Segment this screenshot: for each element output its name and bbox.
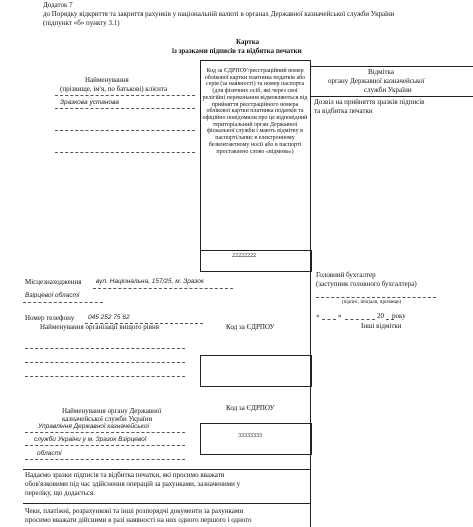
accountant-sign-line: [316, 297, 436, 298]
client-code-value[interactable]: 22222222: [232, 253, 256, 259]
client-name-line-2: [55, 130, 195, 131]
mark-permission-text: Дозвіл на прийняття зразків підписів: [314, 98, 425, 106]
location-line-2: [23, 302, 103, 303]
client-code-box: [200, 250, 312, 272]
accountant-sign-hint: (підпис, ініціали, прізвище): [342, 300, 402, 305]
regulation-subpoint: (підпункт «б» пункту 3.1): [43, 19, 120, 27]
date-year-suffix: року: [392, 312, 406, 320]
treasury-name-value-2[interactable]: служби України у м. Зразок Взірцевої: [34, 436, 147, 443]
location-value[interactable]: вул. Національна, 157/25, м. Зразок: [96, 278, 204, 285]
regulation-reference: до Порядку відкриття та закриття рахунків у національній валюті в органах Державної казначейської служби України: [43, 10, 395, 18]
superior-code-box: [200, 355, 312, 387]
other-marks-label: Інші відмітки: [361, 322, 402, 330]
date-open-quote: «: [316, 312, 320, 320]
treasury-code-value[interactable]: 33333333: [238, 433, 262, 439]
mark-title-service: служби України: [364, 86, 412, 94]
location-label: Місцезнаходження: [25, 278, 82, 286]
superior-code-label: Код за ЄДРПОУ: [226, 323, 275, 331]
mark-title-org: органу Державної казначейської: [328, 77, 425, 85]
location-value-2[interactable]: Взірцевої області: [25, 292, 80, 299]
treasury-name-line-2: [25, 445, 185, 446]
client-name-sublabel: (прізвище, ім'я, по батькові) клієнта: [60, 85, 168, 93]
column-divider: [310, 60, 311, 527]
treasury-code-label: Код за ЄДРПОУ: [226, 404, 275, 412]
card-title: Картка: [236, 38, 260, 46]
footer-paragraph-1: Надаємо зразки підписів та відбитка печатки, які просимо вважати: [25, 471, 225, 479]
superior-org-line-3: [25, 376, 185, 377]
mark-title: Відмітка: [368, 68, 395, 76]
footer-divider: [23, 469, 310, 470]
footer-divider-2: [23, 503, 310, 504]
appendix-number: Додаток 7: [43, 1, 73, 9]
code-column-top-line: [200, 60, 310, 61]
treasury-name-line-3: [25, 459, 185, 460]
treasury-name-value[interactable]: Управління Державної казначейської: [38, 423, 149, 430]
client-name-label: Найменування: [85, 76, 129, 84]
card-subtitle: із зразками підписів та відбитка печатки: [172, 47, 302, 55]
footer-paragraph-2: Чеки, платіжні, розрахункові та інші розпорядчі документи за рахунками: [25, 507, 244, 515]
mark-title-divider: [310, 96, 473, 97]
treasury-name-line: [25, 432, 185, 433]
phone-label: Номер телефону: [25, 314, 75, 322]
client-name-underline: [55, 108, 195, 109]
footer-paragraph-1-line-3: переліку, що додається.: [25, 489, 95, 497]
date-close-quote: »: [338, 312, 342, 320]
accountant-sublabel: (заступник головного бухгалтера): [316, 280, 417, 288]
client-name-line-3: [55, 152, 195, 153]
date-year-prefix: 20: [377, 312, 384, 320]
phone-value[interactable]: 045 252 75 62: [88, 314, 130, 321]
treasury-name-value-3[interactable]: області: [37, 450, 62, 457]
mark-permission-text-2: та відбитка печатки: [314, 107, 373, 115]
footer-paragraph-1-line-2: обов'язковими під час здійснення операцій за рахунками, зазначеними у: [25, 480, 241, 488]
client-name-value[interactable]: Зразкова установа: [60, 99, 119, 106]
treasury-name-label: Найменування органу Державної: [62, 407, 162, 415]
superior-org-line: [25, 348, 185, 349]
footer-paragraph-2-line-2: просимо вважати дійсними в разі наявності на них одного першого і одного: [25, 516, 252, 524]
accountant-label: Головний бухгалтер: [316, 271, 376, 279]
client-code-label: Код за ЄДРПОУ/реєстраційний номер облікової картки платника податків або серія (за наявності) та номер паспорта (для фізичних осіб, які через свої релігійні переконання відмовляються від прийняття реєстраційного номера облікової картки платника податків та офіційно повідомили про це відповідний територіальний орган Державної фіскальної служби і мають відмітку в паспорті/запис в електронному безконтактному носії або в паспорті проставлено слово «відмова»): [202, 68, 308, 155]
mark-top-line: [310, 66, 473, 67]
client-name-line: [55, 95, 195, 96]
superior-org-line-2: [25, 362, 185, 363]
date-month-line: [345, 319, 375, 320]
treasury-name-sublabel: казначейської служби України: [62, 415, 153, 423]
superior-org-label: Найменування організації вищого рівня: [40, 323, 160, 331]
location-line: [93, 288, 233, 289]
date-day-line: [322, 319, 336, 320]
